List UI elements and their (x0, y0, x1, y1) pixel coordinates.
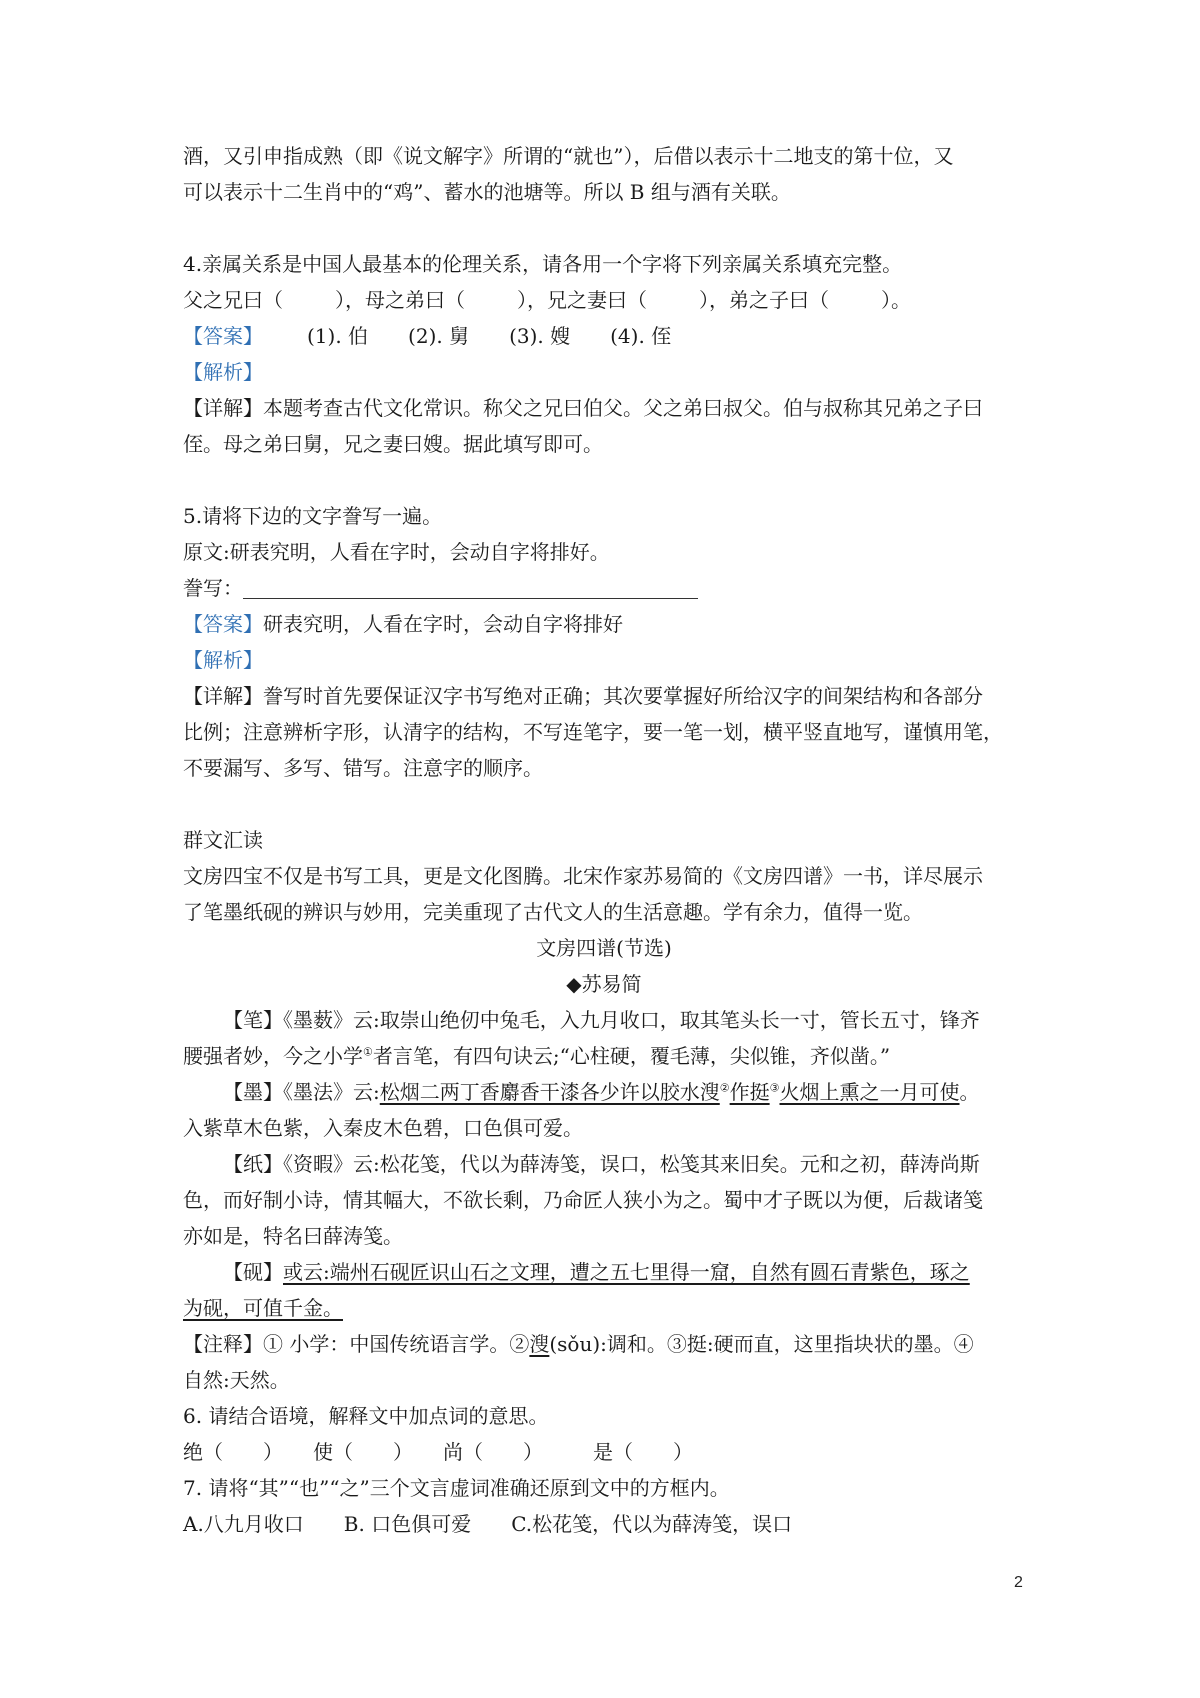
q5-copy-row (183, 570, 1025, 606)
q7-stem: 7. 请将“其”“也”“之”三个文言虚词准确还原到文中的方框内。 (183, 1476, 730, 1500)
answer-tag: 【答案】 (183, 612, 263, 636)
q5-detail-line-3: 不要漏写、多写、错写。注意字的顺序。 (183, 756, 543, 780)
q4-detail-line-2: 侄。母之弟曰舅，兄之妻曰嫂。据此填写即可。 (183, 432, 603, 456)
intro-line-2: 可以表示十二生肖中的“鸡”、蓄水的池塘等。所以 B 组与酒有关联。 (183, 180, 791, 204)
spacer (183, 786, 1025, 822)
intro-line-1: 酒，又引申指成熟（即《说文解字》所谓的“就也”），后借以表示十二地支的第十位，又 (183, 144, 954, 168)
passage-mo-2: 入紫草木色紫，入秦皮木色碧，口色俱可爱。 (183, 1116, 583, 1140)
passage-mo-1: 【墨】《墨法》云:松烟二两丁香麝香干漆各少许以胶水溲②作挺③火烟上熏之一月可使。 (223, 1080, 980, 1104)
footnote-marker: ① (363, 1045, 373, 1059)
answer-tag: 【答案】 (183, 324, 263, 348)
passage-bi-2: 腰强者妙，今之小学①者言笔，有四句诀云;“心柱硬，覆毛薄，尖似锥，齐似凿。” (183, 1044, 891, 1068)
q4-answer-text: (1). 伯 (2). 舅 (3). 嫂 (4). 侄 (307, 324, 672, 348)
reading-intro-2: 了笔墨纸砚的辨识与妙用，完美重现了古代文人的生活意趣。学有余力，值得一览。 (183, 900, 923, 924)
page-number: 2 (1014, 1574, 1023, 1591)
q6-stem: 6. 请结合语境，解释文中加点词的意思。 (183, 1404, 549, 1428)
q5-original: 原文:研表究明，人看在字时，会动自字将排好。 (183, 540, 610, 564)
q5-analysis-tag: 【解析】 (183, 648, 263, 672)
notes-line-2: 自然:天然。 (183, 1368, 290, 1392)
q4-answer (183, 318, 1025, 354)
notes-line-1: 【注释】① 小学：中国传统语言学。②溲(sǒu):调和。③挺:硬而直，这里指块状的墨。④ (183, 1332, 974, 1356)
q6-blanks: 绝（ ） 使（ ） 尚（ ） 是（ ） (183, 1440, 693, 1464)
q5-stem: 5.请将下边的文字誊写一遍。 (183, 504, 443, 528)
passage-bi-1: 【笔】《墨薮》云:取崇山绝仞中兔毛，入九月收口，取其笔头长一寸，管长五寸，锋齐 (223, 1008, 980, 1032)
passage-title: 文房四谱(节选) (536, 936, 672, 960)
q5-detail-line-2: 比例；注意辨析字形，认清字的结构，不写连笔字，要一笔一划，横平竖直地写，谨慎用笔， (183, 720, 1003, 744)
reading-heading: 群文汇读 (183, 828, 263, 852)
passage-zhi-2: 色，而好制小诗，情其幅大，不欲长剩，乃命匠人狭小为之。蜀中才子既以为便，后裁诸笺 (183, 1188, 983, 1212)
spacer (183, 210, 1025, 246)
q5-answer (183, 606, 1025, 642)
passage-yan-1: 【砚】或云:端州石砚匠识山石之文理，遭之五七里得一窟，自然有圆石青紫色，琢之 (223, 1260, 970, 1284)
q5-detail-line-1: 【详解】誊写时首先要保证汉字书写绝对正确；其次要掌握好所给汉字的间架结构和各部分 (183, 684, 983, 708)
spacer (183, 462, 1025, 498)
passage-zhi-3: 亦如是，特名曰薛涛笺。 (183, 1224, 403, 1248)
footnote-marker: ③ (769, 1081, 780, 1095)
copy-answer-line[interactable] (243, 572, 698, 599)
q7-options: A.八九月收口 B. 口色俱可爱 C.松花笺，代以为薛涛笺，误口 (183, 1512, 793, 1536)
q5-answer-text: 研表究明，人看在字时，会动自字将排好 (263, 612, 623, 636)
footnote-marker: ② (719, 1081, 730, 1095)
passage-author: ◆苏易简 (566, 972, 642, 996)
q4-detail-line-1: 【详解】本题考查古代文化常识。称父之兄曰伯父。父之弟曰叔父。伯与叔称其兄弟之子曰 (183, 396, 983, 420)
q4-stem: 4.亲属关系是中国人最基本的伦理关系，请各用一个字将下列亲属关系填充完整。 (183, 252, 903, 276)
reading-intro-1: 文房四宝不仅是书写工具，更是文化图腾。北宋作家苏易简的《文房四谱》一书，详尽展示 (183, 864, 983, 888)
q4-analysis-tag: 【解析】 (183, 360, 263, 384)
page-content (183, 138, 1025, 1542)
passage-yan-2: 为砚，可值千金。 (183, 1296, 343, 1320)
copy-label: 誊写： (183, 576, 243, 600)
passage-zhi-1: 【纸】《资暇》云:松花笺，代以为薛涛笺，误口，松笺其来旧矣。元和之初，薛涛尚斯 (223, 1152, 980, 1176)
q4-blanks: 父之兄曰（ ），母之弟曰（ ），兄之妻曰（ ），弟之子曰（ ）。 (183, 288, 911, 312)
